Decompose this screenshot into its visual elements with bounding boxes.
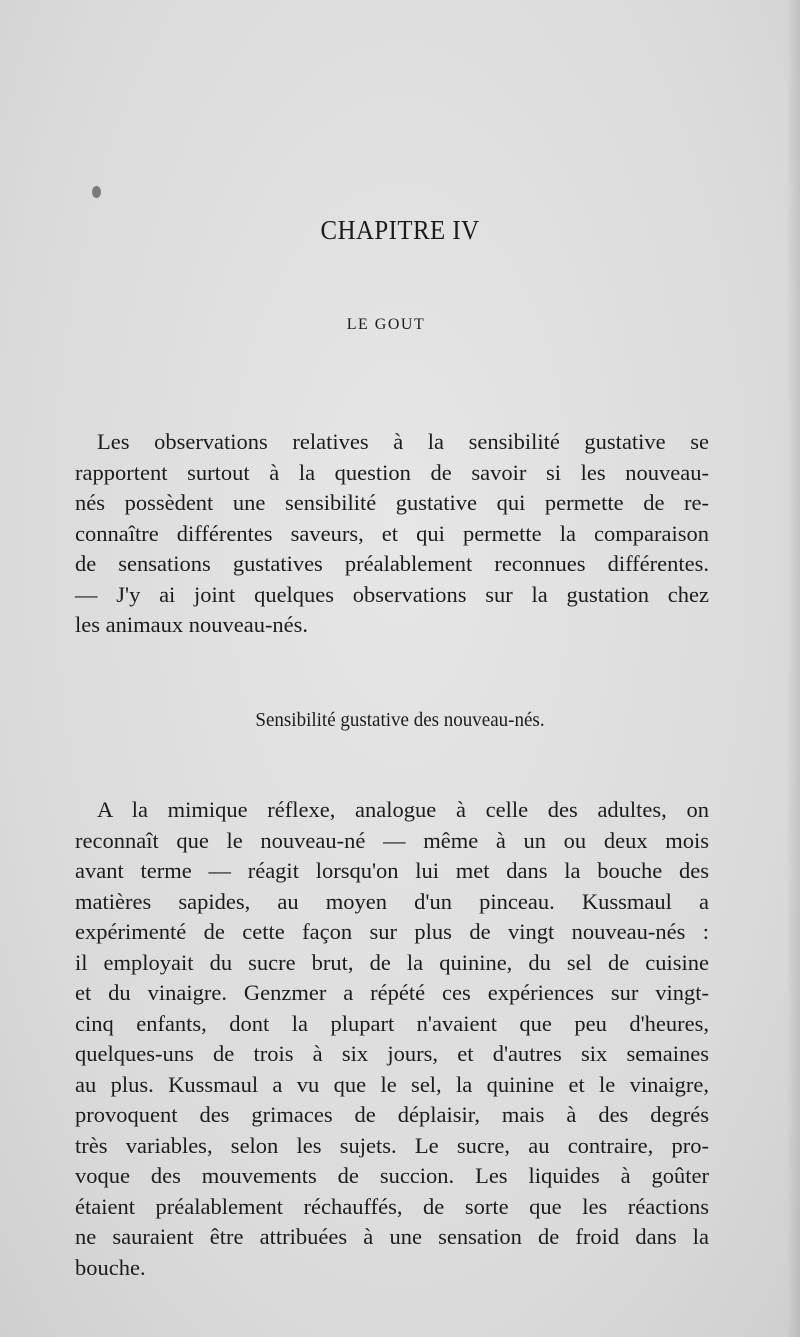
- paragraph-line: provoquent des grimaces de déplaisir, mais à des degrés: [75, 1102, 709, 1127]
- paragraph-line: reconnaît que le nouveau-né — même à un ou deux mois: [75, 827, 709, 853]
- paragraph-line: nés possèdent une sensibilité gustative qui permette de re-: [75, 490, 709, 515]
- subsection-heading: Sensibilité gustative des nouveau-nés.: [255, 709, 545, 731]
- paragraph-line: étaient préalablement réchauffés, de sorte que les réactions: [75, 1193, 709, 1219]
- paragraph-line: au plus. Kussmaul a vu que le sel, la quinine et le vinaigre,: [75, 1071, 709, 1097]
- ink-speck: [92, 186, 101, 198]
- paragraph-line: bouche.: [75, 1254, 146, 1280]
- paragraph-line: rapportent surtout à la question de savoir si les nouveau-: [75, 459, 709, 485]
- paragraph-line: expérimenté de cette façon sur plus de vingt nouveau-nés :: [75, 919, 709, 944]
- paragraph-line: cinq enfants, dont la plupart n'avaient que peu d'heures,: [75, 1010, 709, 1036]
- paragraph-line: ne sauraient être attribuées à une sensation de froid dans la: [75, 1224, 709, 1249]
- paragraph-line: et du vinaigre. Genzmer a répété ces expériences sur vingt-: [75, 980, 709, 1005]
- paragraph-line: matières sapides, au moyen d'un pinceau. Kussmaul a: [75, 888, 709, 914]
- paragraph-line: avant terme — réagit lorsqu'on lui met dans la bouche des: [75, 858, 709, 883]
- paragraph-line: — J'y ai joint quelques observations sur la gustation chez: [75, 581, 709, 607]
- paragraph-line: très variables, selon les sujets. Le sucre, au contraire, pro-: [75, 1132, 709, 1158]
- section-title: LE GOUT: [346, 316, 426, 333]
- paragraph-line: voque des mouvements de succion. Les liquides à goûter: [75, 1163, 709, 1188]
- paragraph-line: il employait du sucre brut, de la quinine, du sel de cuisine: [75, 949, 709, 975]
- intro-paragraph: [75, 427, 709, 641]
- paragraph-line: les animaux nouveau-nés.: [75, 612, 309, 637]
- paragraph-line: de sensations gustatives préalablement reconnues différentes.: [75, 551, 709, 576]
- page-edge-shadow: [786, 0, 800, 1337]
- body-paragraph: [75, 795, 709, 1283]
- chapter-title: CHAPITRE IV: [320, 215, 480, 245]
- paragraph-line: Les observations relatives à la sensibilité gustative se: [97, 429, 709, 454]
- paragraph-line: A la mimique réflexe, analogue à celle des adultes, on: [97, 797, 709, 822]
- paragraph-line: quelques-uns de trois à six jours, et d'autres six semaines: [75, 1041, 709, 1066]
- paragraph-line: connaître différentes saveurs, et qui permette la comparaison: [75, 520, 709, 546]
